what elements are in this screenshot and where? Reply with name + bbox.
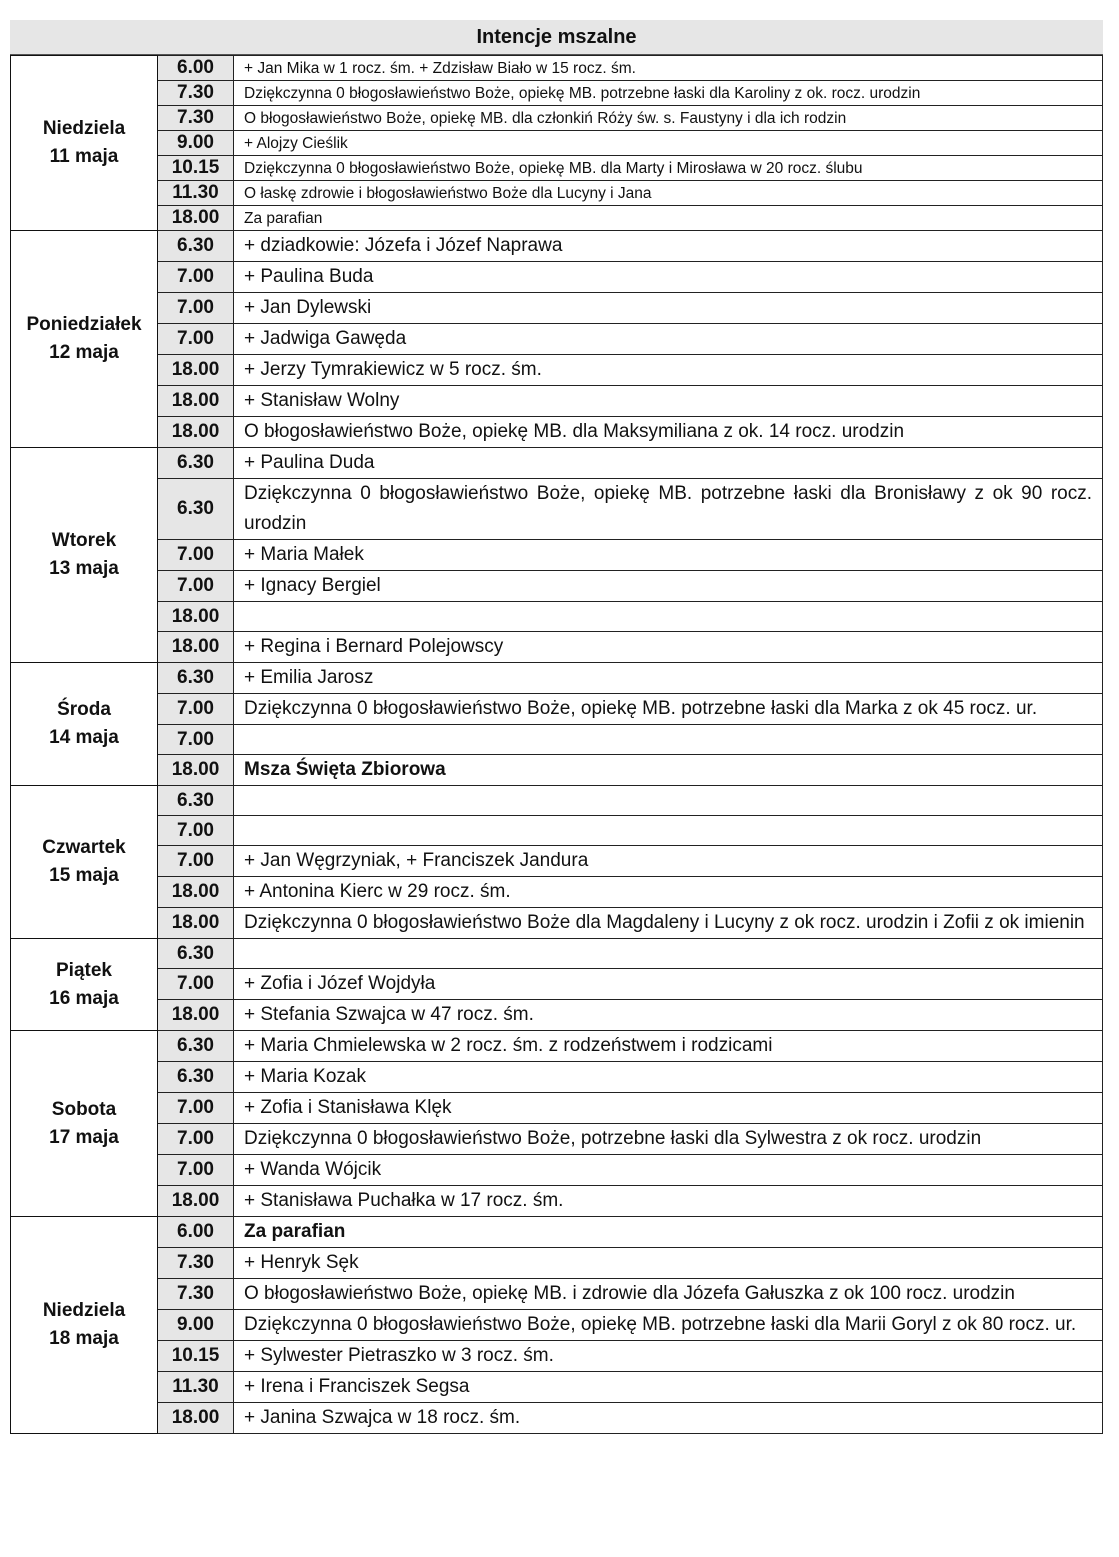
mass-time: 11.30 (158, 181, 234, 206)
mass-intention: Za parafian (234, 1217, 1103, 1248)
table-row (11, 56, 1103, 81)
table-row (11, 1217, 1103, 1248)
mass-intention: + Ignacy Bergiel (234, 571, 1103, 602)
mass-intention: + Jerzy Tymrakiewicz w 5 rocz. śm. (234, 355, 1103, 386)
mass-intention: Msza Święta Zbiorowa (234, 755, 1103, 786)
mass-time: 18.00 (158, 1403, 234, 1434)
table-row (11, 939, 1103, 969)
mass-time: 18.00 (158, 355, 234, 386)
table-row (11, 479, 1103, 540)
table-row (11, 355, 1103, 386)
table-row (11, 1000, 1103, 1031)
day-date: 11 maja (49, 146, 119, 167)
mass-intention: + Paulina Buda (234, 262, 1103, 293)
mass-time: 7.00 (158, 540, 234, 571)
table-row (11, 156, 1103, 181)
mass-time: 18.00 (158, 602, 234, 632)
mass-intention: Za parafian (234, 206, 1103, 231)
table-row (11, 602, 1103, 632)
mass-time: 6.30 (158, 448, 234, 479)
mass-time: 7.00 (158, 262, 234, 293)
table-row (11, 1341, 1103, 1372)
mass-intention: + Jadwiga Gawęda (234, 324, 1103, 355)
day-cell (11, 939, 158, 1031)
table-row (11, 725, 1103, 755)
mass-intention: Dziękczynna 0 błogosławieństwo Boże, potrzebne łaski dla Sylwestra z ok rocz. urodzin (234, 1124, 1103, 1155)
mass-time: 18.00 (158, 417, 234, 448)
mass-time: 7.00 (158, 969, 234, 1000)
mass-intention: + Wanda Wójcik (234, 1155, 1103, 1186)
mass-intention: Dziękczynna 0 błogosławieństwo Boże, opiekę MB. potrzebne łaski dla Marii Goryl z ok 80 rocz. ur. (234, 1310, 1103, 1341)
table-row (11, 324, 1103, 355)
mass-intention: Dziękczynna 0 błogosławieństwo Boże, opiekę MB. potrzebne łaski dla Marka z ok 45 rocz. ur. (234, 694, 1103, 725)
mass-time: 10.15 (158, 156, 234, 181)
table-row (11, 755, 1103, 786)
mass-time: 7.00 (158, 1124, 234, 1155)
mass-intention: + Zofia i Stanisława Klęk (234, 1093, 1103, 1124)
table-row (11, 632, 1103, 663)
mass-time: 6.30 (158, 1062, 234, 1093)
mass-time: 7.00 (158, 571, 234, 602)
mass-intention: Dziękczynna 0 błogosławieństwo Boże, opiekę MB. dla Marty i Mirosława w 20 rocz. ślubu (234, 156, 1103, 181)
mass-intention: + Paulina Duda (234, 448, 1103, 479)
mass-intention: + Henryk Sęk (234, 1248, 1103, 1279)
mass-time: 6.00 (158, 1217, 234, 1248)
mass-intention: O błogosławieństwo Boże, opiekę MB. dla członkiń Róży św. s. Faustyny i dla ich rodzin (234, 106, 1103, 131)
table-row (11, 1186, 1103, 1217)
mass-intention: + Zofia i Józef Wojdyła (234, 969, 1103, 1000)
mass-time: 7.00 (158, 1093, 234, 1124)
table-row (11, 262, 1103, 293)
mass-time: 18.00 (158, 877, 234, 908)
mass-time: 6.30 (158, 786, 234, 816)
day-cell (11, 231, 158, 448)
day-cell (11, 1031, 158, 1217)
day-name: Poniedziałek (26, 314, 142, 335)
mass-intention (234, 939, 1103, 969)
day-date: 16 maja (49, 987, 119, 1009)
mass-time: 6.30 (158, 939, 234, 969)
table-row (11, 417, 1103, 448)
mass-time: 6.30 (158, 231, 234, 262)
mass-time: 7.30 (158, 1279, 234, 1310)
table-row (11, 663, 1103, 694)
table-row (11, 181, 1103, 206)
table-row (11, 969, 1103, 1000)
mass-time: 9.00 (158, 1310, 234, 1341)
table-row (11, 571, 1103, 602)
table-row (11, 448, 1103, 479)
mass-intentions-sheet (10, 20, 1103, 1434)
table-row (11, 386, 1103, 417)
mass-time: 7.00 (158, 725, 234, 755)
mass-time: 18.00 (158, 908, 234, 939)
table-row (11, 816, 1103, 846)
table-row (11, 1279, 1103, 1310)
mass-intention: Dziękczynna 0 błogosławieństwo Boże, opiekę MB. potrzebne łaski dla Karoliny z ok. rocz. urodzin (234, 81, 1103, 106)
table-row (11, 1062, 1103, 1093)
mass-time: 7.30 (158, 106, 234, 131)
mass-intention: + Maria Kozak (234, 1062, 1103, 1093)
table-row (11, 81, 1103, 106)
day-date: 17 maja (49, 1126, 119, 1148)
day-date: 14 maja (49, 727, 119, 748)
day-name: Sobota (51, 1098, 117, 1120)
mass-intention (234, 602, 1103, 632)
mass-time: 18.00 (158, 1000, 234, 1031)
mass-intention: Dziękczynna 0 błogosławieństwo Boże, opiekę MB. potrzebne łaski dla Bronisławy z ok 90 rocz. urodzin (234, 479, 1103, 540)
mass-intention: + Jan Dylewski (234, 293, 1103, 324)
day-name: Czwartek (42, 837, 126, 858)
mass-time: 9.00 (158, 131, 234, 156)
mass-intention: + Maria Małek (234, 540, 1103, 571)
mass-intention (234, 725, 1103, 755)
table-row (11, 131, 1103, 156)
mass-time: 10.15 (158, 1341, 234, 1372)
mass-intention: O łaskę zdrowie i błogosławieństwo Boże dla Lucyny i Jana (234, 181, 1103, 206)
mass-intention: + Stanisława Puchałka w 17 rocz. śm. (234, 1186, 1103, 1217)
mass-time: 6.30 (158, 1031, 234, 1062)
mass-time: 7.30 (158, 1248, 234, 1279)
mass-time: 7.00 (158, 694, 234, 725)
day-cell (11, 1217, 158, 1434)
table-row (11, 293, 1103, 324)
day-date: 12 maja (49, 342, 119, 363)
intentions-table (10, 55, 1103, 1434)
mass-time: 7.30 (158, 81, 234, 106)
table-row (11, 786, 1103, 816)
table-row (11, 1372, 1103, 1403)
mass-intention: + Emilia Jarosz (234, 663, 1103, 694)
mass-time: 7.00 (158, 1155, 234, 1186)
table-row (11, 1310, 1103, 1341)
mass-intention: + Regina i Bernard Polejowscy (234, 632, 1103, 663)
table-row (11, 206, 1103, 231)
mass-time: 18.00 (158, 206, 234, 231)
table-row (11, 908, 1103, 939)
mass-time: 6.30 (158, 479, 234, 540)
mass-time: 18.00 (158, 386, 234, 417)
mass-intention: + dziadkowie: Józefa i Józef Naprawa (234, 231, 1103, 262)
day-name: Środa (57, 699, 111, 720)
mass-time: 7.00 (158, 816, 234, 846)
day-cell (11, 448, 158, 663)
mass-time: 18.00 (158, 755, 234, 786)
mass-time: 6.00 (158, 56, 234, 81)
mass-intention (234, 816, 1103, 846)
day-date: 13 maja (49, 558, 119, 579)
table-row (11, 846, 1103, 877)
day-name: Niedziela (42, 1300, 126, 1321)
day-name: Piątek (56, 959, 112, 981)
mass-intention: + Jan Mika w 1 rocz. śm. + Zdzisław Biało w 15 rocz. śm. (234, 56, 1103, 81)
table-row (11, 1124, 1103, 1155)
mass-time: 18.00 (158, 1186, 234, 1217)
page-title: Intencje mszalne (10, 20, 1103, 55)
mass-intention (234, 786, 1103, 816)
mass-intention: + Jan Węgrzyniak, + Franciszek Jandura (234, 846, 1103, 877)
table-row (11, 106, 1103, 131)
mass-time: 7.00 (158, 846, 234, 877)
table-row (11, 1155, 1103, 1186)
table-row (11, 694, 1103, 725)
mass-intention: + Sylwester Pietraszko w 3 rocz. śm. (234, 1341, 1103, 1372)
mass-intention: + Antonina Kierc w 29 rocz. śm. (234, 877, 1103, 908)
day-cell (11, 663, 158, 786)
table-row (11, 1403, 1103, 1434)
day-cell (11, 786, 158, 939)
day-name: Niedziela (42, 118, 126, 139)
mass-intention: O błogosławieństwo Boże, opiekę MB. i zdrowie dla Józefa Gałuszka z ok 100 rocz. urodzin (234, 1279, 1103, 1310)
mass-intention: + Maria Chmielewska w 2 rocz. śm. z rodzeństwem i rodzicami (234, 1031, 1103, 1062)
day-date: 18 maja (49, 1328, 119, 1349)
mass-intention: + Alojzy Cieślik (234, 131, 1103, 156)
mass-intention: Dziękczynna 0 błogosławieństwo Boże dla Magdaleny i Lucyny z ok rocz. urodzin i Zofii z ok imienin (234, 908, 1103, 939)
mass-time: 6.30 (158, 663, 234, 694)
mass-intention: + Stefania Szwajca w 47 rocz. śm. (234, 1000, 1103, 1031)
mass-intention: + Irena i Franciszek Segsa (234, 1372, 1103, 1403)
day-name: Wtorek (51, 530, 117, 551)
mass-time: 7.00 (158, 324, 234, 355)
table-row (11, 1093, 1103, 1124)
table-row (11, 1031, 1103, 1062)
table-row (11, 231, 1103, 262)
day-date: 15 maja (49, 865, 119, 886)
mass-intention: O błogosławieństwo Boże, opiekę MB. dla Maksymiliana z ok. 14 rocz. urodzin (234, 417, 1103, 448)
mass-time: 11.30 (158, 1372, 234, 1403)
mass-time: 7.00 (158, 293, 234, 324)
mass-time: 18.00 (158, 632, 234, 663)
table-row (11, 540, 1103, 571)
mass-intention: + Janina Szwajca w 18 rocz. śm. (234, 1403, 1103, 1434)
table-row (11, 1248, 1103, 1279)
table-row (11, 877, 1103, 908)
day-cell (11, 56, 158, 231)
mass-intention: + Stanisław Wolny (234, 386, 1103, 417)
